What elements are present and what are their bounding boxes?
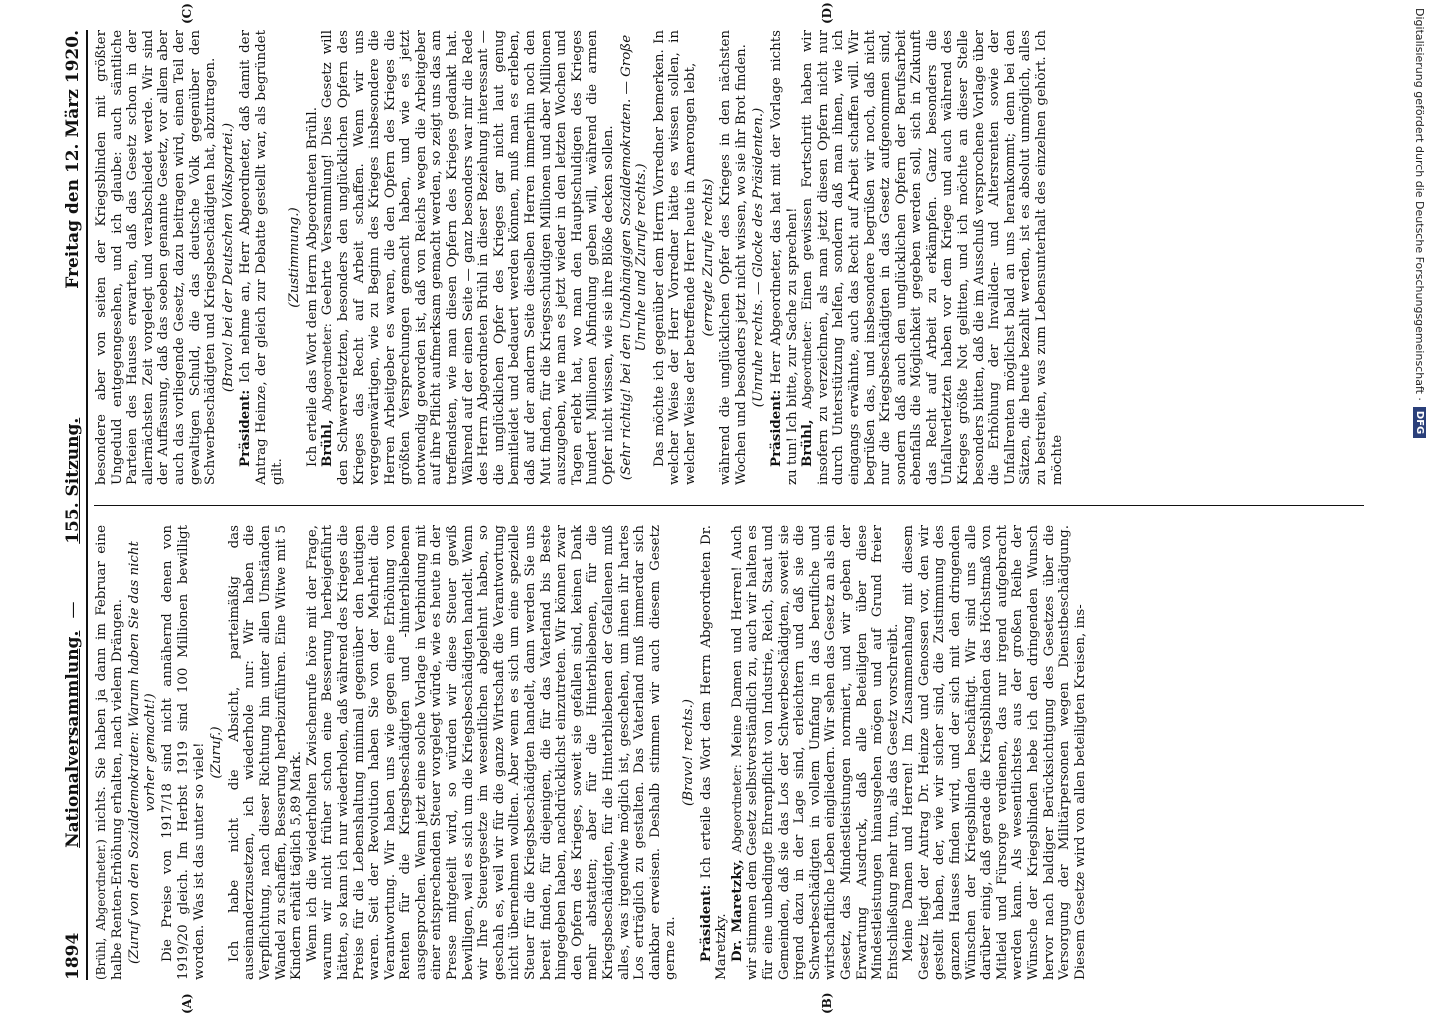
speaker-name: Brühl, (799, 419, 815, 467)
paragraph (730, 525, 902, 980)
paragraph (800, 30, 1065, 485)
paragraph: Die Preise von 1917/18 sind nicht annähernd denen von 1919/20 gleich. Im Herbst 1919 sind 100 Millionen bewilligt worden. Was ist das unter so viele! (160, 525, 207, 980)
paragraph: Das möchte ich gegenüber dem Herrn Vorredner bemerken. In welcher Weise der Herr Vorredner hätte es wissen sollen, in welcher Weise der betreffende Herr heute in Amerongen lebt, (652, 30, 699, 485)
interjection: (Unruhe rechts. — Glocke des Präsidenten.) (751, 30, 767, 485)
paragraph (699, 525, 730, 980)
interjection: (Sehr richtig! bei den Unabhängigen Sozialdemokraten. — Große Unruhe und Zurufe rechts.) (619, 30, 650, 485)
interjection: (Bravo! bei der Deutschen Volkspartei.) (221, 30, 237, 485)
speaker-name: Präsident: (237, 390, 253, 467)
rotated-page (60, 30, 1380, 980)
paragraph-text: Meine Damen und Herren! Auch wir stimmen dem Gesetz selbstverständlich zu, auch wir halten es für eine unbedingte Ehrenpflicht von Industrie, Reich, Staat und Gemeinden, daß sie das Los der Schwerbeschädigten, soweit sie irgend dazu in der Lage sind, erleichtern und daß sie die Schwerbeschädigten in vollem Umfang in das berufliche und wirtschaftliche Leben eingliedern. Wir sehen das Gesetz an als ein Gesetz, das Mindestleistungen normiert, und wir geben der Erwartung Ausdruck, daß alle Beteiligten über diese Mindestleistungen hinausgehen mögen und auf Grund freier Entschließung mehr tun, als das Gesetz vorschreibt. (730, 525, 901, 980)
paragraph: Meine Damen und Herren! Im Zusammenhang mit diesem Gesetz liegt der Antrag Dr. Heinze und Genossen vor, den wir gestellt haben, der, wie wir sicher sind, die Zustimmung des ganzen Hauses finden wird, und der sich mit den dringenden Wünschen der Kriegsblinden beschäftigt. Wir sind uns alle darüber einig, daß gerade die Kriegsblinden das Höchstmaß von Mitleid und Fürsorge verdienen, das nur irgend aufgebracht werden kann. Als wesentlichstes aus der großen Reihe der Wünsche der Kriegsblinden hebe ich den dringenden Wunsch hervor nach baldiger Berücksichtigung des Gesetzes über die Versorgung der Militärpersonen wegen Dienstbeschädigung. Diesem Gesetze wird von allen beteiligten Kreisen, ins- (901, 525, 1088, 980)
page-number: 1894 (63, 860, 83, 980)
margin-marker-d: (D) (820, 2, 834, 24)
speaker-name: Präsident: (768, 390, 784, 467)
paragraph-text: Ich erteile das Wort dem Herrn Abgeordneten Dr. Maretzky. (699, 525, 730, 980)
paragraph: Ich habe nicht die Absicht, parteimäßig das auseinanderzusetzen, ich wiederhole nur: Wir haben die Verpflichtung, nach dieser Richtung hin unter allen Umständen Wandel zu schaffen, Besserung herbeizuführen. Eine Witwe mit 5 Kindern erhält täglich 5,89 Mark. (227, 525, 305, 980)
credit-text: Digitalisierung gefördert durch die Deutsche Forschungsgemeinschaft · (1413, 8, 1426, 401)
interjection: (Zuruf.) (209, 525, 225, 980)
speaker-role: Abgeordneter: (730, 764, 744, 852)
paragraph: Ich erteile das Wort dem Herrn Abgeordneten Brühl. (305, 30, 321, 485)
interjection: (Bravo! rechts.) (681, 525, 697, 980)
paragraph-text: nichts. Sie haben ja dann im Februar eine halbe Renten-Erhöhung erhalten, nach vielem Drängen. (94, 525, 125, 980)
publication-title: Nationalversammlung. (63, 619, 83, 861)
paragraph (238, 30, 285, 485)
paragraph-text: Geehrte Versammlung! Dies Gesetz will den Schwerverletzten, besonders den unglücklichen Opfern des Krieges das Recht auf Arbeit schaffen. Wenn wir uns vergegenwärtigen, wie zu Beginn des Krieges insbesondere die Herren Arbeitgeber es waren, die den Opfern des Krieges die größten Versprechungen gemacht haben, und wie es jetzt notwendig geworden ist, daß von Reichs wegen die Arbeitgeber auf ihre Pflicht aufmerksam gemacht werden, so zeigt uns das am treffendsten, wie man diesen Opfern des Krieges gedankt hat. Während auf der einen Seite — ganz besonders war mir die Rede des Herrn Abgeordneten Brühl in dieser Beziehung interessant — die unglücklichen Opfer des Krieges gar nicht laut genug bemitleidet und bedauert werden können, muß man es erleben, daß auf der andern Seite dieselben Herren immerhin noch den Mut finden, für die Kriegsschuldigen Millionen und aber Millionen auszugeben, wie man es jetzt wieder in den letzten Wochen und Tagen erlebt hat, wo man den Hauptschuldigen des Krieges hundert Millionen Abfindung geben will, während die armen Opfer nicht wissen, wie sie ihre Blöße decken sollen. (320, 30, 616, 485)
column-right (94, 30, 1374, 485)
paragraph (320, 30, 616, 485)
speaker-name: Brühl, (319, 419, 335, 467)
interjection: (Zuruf von den Sozialdemokraten: Warum haben Sie das nicht vorher gemacht!) (127, 525, 158, 980)
paragraph-text: Einen gewissen Fortschritt haben wir insofern zu verzeichnen, als man jetzt diesen Opfern nicht nur durch Unterstützung helfen, sondern daß man ihnen, wie ich eingangs erwähnte, auch das Recht auf Arbeit schaffen will. Wir begrüßen das, und insbesondere begrüßen wir noch, daß nicht nur die Kriegsbeschädigten in das Gesetz aufgenommen sind, sondern daß auch den unglücklichen Opfern der Berufsarbeit ebenfalls die Möglichkeit gegeben werden soll, sich in Zukunft das Recht auf Arbeit zu erkämpfen. Ganz besonders die Unfallverletzten haben vor dem Kriege und auch während des Krieges größte Not gelitten, und ich möchte an dieser Stelle besonders bitten, daß die im Ausschuß versprochene Vorlage über die Erhöhung der Invaliden- und Altersrenten sowie der Unfallrenten möglichst bald an uns herankommt; denn bei den Sätzen, die heute bezahlt werden, ist es absolut unmöglich, alles zu bestreiten, was zum Lebensunterhalt des einzelnen gehört. Ich möchte (800, 30, 1065, 485)
speaker-role: Abgeordneter: (320, 323, 334, 411)
session-label: 155. Sitzung. (63, 360, 83, 602)
speaker-role: Abgeordneter: (800, 321, 814, 409)
paragraph: besondere aber von seiten der Kriegsblinden mit größter Ungeduld entgegengesehen, und ich glaube: auch sämtliche Parteien des Hauses erwarten, daß das Gesetz schon in der allernächsten Zeit vorgelegt und verabschiedet werde. Wir sind der Auffassung, daß das soeben genannte Gesetz, vor allem aber auch das vorliegende Gesetz, dazu beitragen wird, einen Teil der gewaltigen Schuld, die das deutsche Volk gegenüber den Schwerbeschädigten und Kriegsbeschädigten hat, abzutragen. (94, 30, 219, 485)
running-head (60, 30, 88, 980)
paragraph-text: Herr Abgeordneter, das hat mit der Vorlage nichts zu tun! Ich bitte, zur Sache zu sprechen! (769, 30, 800, 485)
speaker-continuation: (Brühl, Abgeordneter.) (94, 839, 108, 980)
speaker-name: Dr. Maretzky, (729, 859, 745, 962)
paragraph (769, 30, 800, 485)
margin-marker-c: (C) (180, 3, 194, 24)
paragraph: Wenn ich die wiederholten Zwischenrufe höre mit der Frage, warum wir nicht früher schon eine Besserung herbeigeführt hätten, so kann ich nur wiederholen, daß während des Krieges die Preise für die Lebenshaltung minimal gegenüber den heutigen waren. Seit der Revolution haben Sie von der Mehrheit die Verantwortung. Wir haben uns wie gegen eine Erhöhung von Renten für die Kriegsbeschädigten und -hinterbliebenen ausgesprochen. Wenn jetzt eine solche Vorlage in Verbindung mit einer entsprechenden Steuer vorgelegt würde, wie es heute in der Presse mitgeteilt wird, so würden wir diese Steuer gewiß bewilligen, weil es sich um die Kriegsbeschädigten handelt. Wenn wir Ihre Steuergesetze im wesentlichen abgelehnt haben, so geschah es, weil wir für die ganze Wirtschaft die Verantwortung nicht übernehmen wollten. Aber wenn es sich um eine spezielle Steuer für die Kriegsbeschädigten handelt, dann werden Sie uns bereit finden, für diejenigen, die für das Vaterland bis Beste hingegeben haben, nachdrücklichst einzutreten. Wir können zwar den Opfern des Krieges, soweit sie gefallen sind, keinen Dank mehr abstatten; aber für die Hinterbliebenen, für die Kriegsbeschädigten, für die Hinterbliebenen der Gefallenen muß alles, was irgendwie möglich ist, geschehen, um ihnen ihr hartes Los erträglich zu gestalten. Das Vaterland muß immerdar sich dankbar erweisen. Deshalb stimmen wir auch diesem Gesetz gerne zu. (305, 525, 679, 980)
interjection: (erregte Zurufe rechts) (701, 30, 717, 485)
column-left (94, 525, 1374, 980)
header-separator: — (63, 602, 83, 619)
interjection: (Zustimmung.) (287, 30, 303, 485)
speaker-name: Präsident: (698, 885, 714, 962)
margin-marker-a: (A) (180, 993, 194, 1014)
paragraph (94, 525, 125, 980)
dfg-logo: DFG (1413, 407, 1426, 438)
margin-marker-b: (B) (820, 993, 834, 1014)
column-divider (94, 505, 1364, 506)
paragraph: während die unglücklichen Opfer des Krieges in den nächsten Wochen und besonders jetzt nicht wissen, wo sie ihr Brot finden. (718, 30, 749, 485)
digitization-credit (1413, 8, 1426, 438)
paragraph-text: Ich nehme an, Herr Abgeordneter, daß damit der Antrag Heinze, der gleich zur Debatte gestellt war, als begründet gilt. (238, 30, 284, 485)
session-date: Freitag den 12. März 1920. (63, 30, 83, 360)
